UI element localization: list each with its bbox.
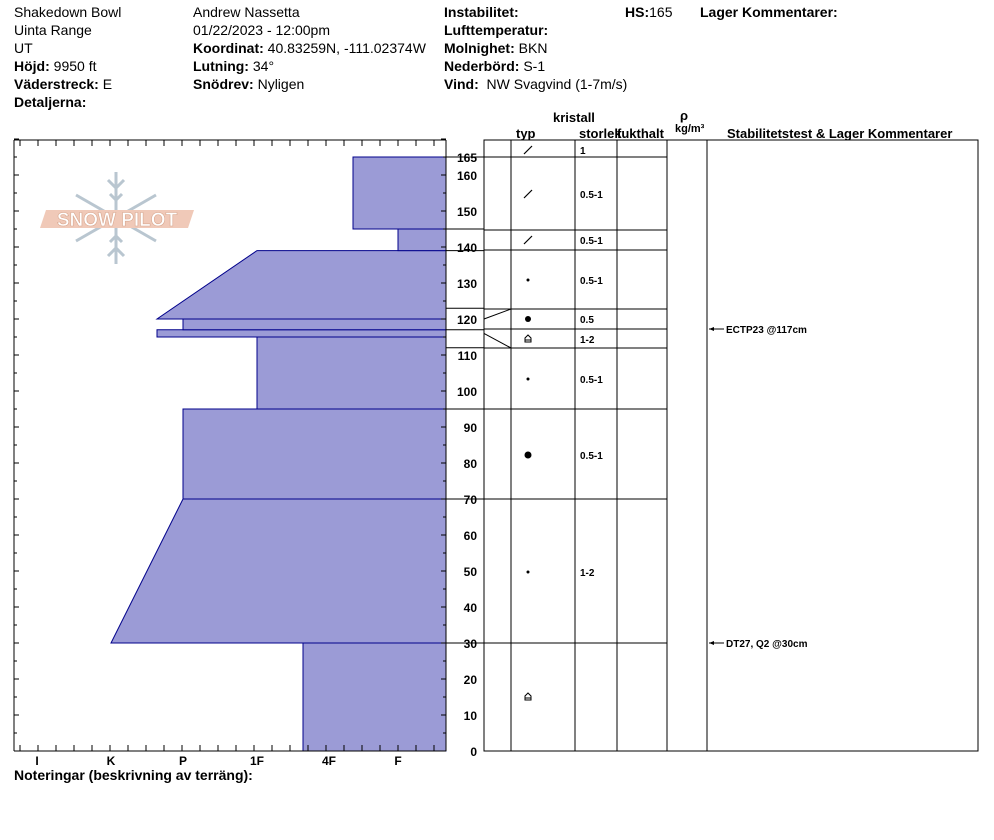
grain-size-label: 0.5-1: [580, 276, 603, 287]
hardness-layer: [157, 330, 446, 337]
table-frame: [484, 140, 978, 751]
hardness-label: F: [394, 754, 402, 768]
height-label: 60: [463, 529, 477, 543]
grain-depth-hoar-icon: [525, 693, 531, 700]
location: Shakedown Bowl: [14, 4, 122, 20]
height-label: 160: [456, 169, 477, 183]
height-label: 150: [456, 205, 477, 219]
coord-label: Koordinat:: [193, 40, 264, 56]
hardness-layer: [183, 319, 446, 330]
sky-label: Molnighet:: [444, 40, 515, 56]
arrow-head-icon: [709, 641, 714, 645]
hs-label: HS:: [625, 4, 650, 20]
hardness-label: 1F: [249, 754, 265, 768]
elevation-label: Höjd:: [14, 58, 50, 74]
precip-label: Nederbörd:: [444, 58, 520, 74]
height-label: 10: [463, 709, 477, 723]
hardness-layer: [353, 157, 446, 229]
col-size: storlek: [579, 126, 622, 141]
hardness-layer: [398, 229, 446, 251]
hardness-layer: [257, 337, 446, 409]
elevation-value: 9950 ft: [53, 58, 97, 74]
stability-test-label: ECTP23 @117cm: [726, 325, 807, 336]
wind-value: NW Svagvind (1-7m/s): [486, 76, 628, 92]
sky-value: BKN: [518, 40, 548, 56]
stability-test-label: DT27, Q2 @30cm: [726, 639, 808, 650]
grain-size-label: 1-2: [580, 568, 595, 579]
hardness-label: I: [35, 754, 39, 768]
hardness-layer: [157, 251, 446, 319]
drift-label: Snödrev:: [193, 76, 254, 92]
hs-value: 165: [649, 4, 673, 20]
grain-depth-hoar-icon: [525, 335, 531, 342]
height-label: 70: [463, 493, 477, 507]
col-type: typ: [516, 126, 536, 141]
height-label: 100: [456, 385, 477, 399]
slope-label: Lutning:: [193, 58, 249, 74]
airtemp-label: Lufttemperatur:: [444, 22, 549, 38]
height-label: 90: [463, 421, 477, 435]
snowpilot-logo: [40, 172, 194, 264]
layer-comments-label: Lager Kommentarer:: [700, 4, 838, 20]
grain-precip-icon: [524, 236, 532, 244]
hardness-label: 4F: [321, 754, 337, 768]
hardness-layer: [111, 499, 446, 643]
grain-size-label: 0.5-1: [580, 375, 603, 386]
drift-value: Nyligen: [257, 76, 305, 92]
observer: Andrew Nassetta: [193, 4, 300, 20]
hardness-label: K: [106, 754, 116, 768]
col-density-unit: kg/m³: [675, 123, 705, 135]
hardness-layer: [183, 409, 446, 499]
grain-precip-icon: [524, 146, 532, 154]
details-label: Detaljerna:: [14, 94, 87, 110]
aspect-label: Väderstreck:: [14, 76, 99, 92]
notes-label: Noteringar (beskrivning av terräng):: [14, 767, 253, 783]
logo-text: SNOW PILOT: [56, 210, 178, 231]
grain-melt-icon: [525, 316, 531, 322]
coord-value: 40.83259N, -111.02374W: [267, 40, 426, 56]
height-label: 130: [456, 277, 477, 291]
height-label: 40: [463, 601, 477, 615]
height-label: 50: [463, 565, 477, 579]
grain-precip-icon: [524, 190, 532, 198]
layer-connector: [484, 309, 511, 319]
col-moisture: fukthalt: [617, 126, 664, 141]
hardness-label: P: [178, 754, 188, 768]
height-label: 0: [470, 745, 477, 759]
arrow-head-icon: [709, 327, 714, 331]
grain-size-label: 0.5-1: [580, 190, 603, 201]
grain-rounded-icon: [527, 279, 530, 282]
height-label: 80: [463, 457, 477, 471]
wind-label: Vind:: [444, 76, 479, 92]
height-label: 110: [457, 349, 477, 363]
mountain-range: Uinta Range: [14, 22, 92, 38]
slope-value: 34°: [252, 58, 275, 74]
height-label: 20: [463, 673, 477, 687]
datetime: 01/22/2023 - 12:00pm: [193, 22, 330, 38]
col-stability: Stabilitetstest & Lager Kommentarer: [727, 126, 953, 141]
state: UT: [14, 40, 33, 56]
grain-rounded-icon: [527, 378, 530, 381]
height-label: 30: [463, 637, 477, 651]
grain-melt-icon: [525, 452, 532, 459]
grain-size-label: 1: [580, 146, 586, 157]
aspect-value: E: [102, 76, 113, 92]
grain-size-label: 0.5-1: [580, 451, 603, 462]
height-label: 165: [456, 151, 477, 165]
precip-value: S-1: [523, 58, 546, 74]
grain-size-label: 0.5: [580, 315, 594, 326]
col-crystal: kristall: [553, 110, 595, 125]
hardness-layer: [303, 643, 446, 751]
height-label: 140: [456, 241, 477, 255]
height-label: 120: [456, 313, 477, 327]
col-rho: ρ: [680, 108, 689, 123]
grain-size-label: 1-2: [580, 335, 595, 346]
instability-label: Instabilitet:: [444, 4, 519, 20]
grain-size-label: 0.5-1: [580, 236, 603, 247]
layer-connector: [484, 333, 511, 348]
grain-rounded-icon: [527, 571, 530, 574]
